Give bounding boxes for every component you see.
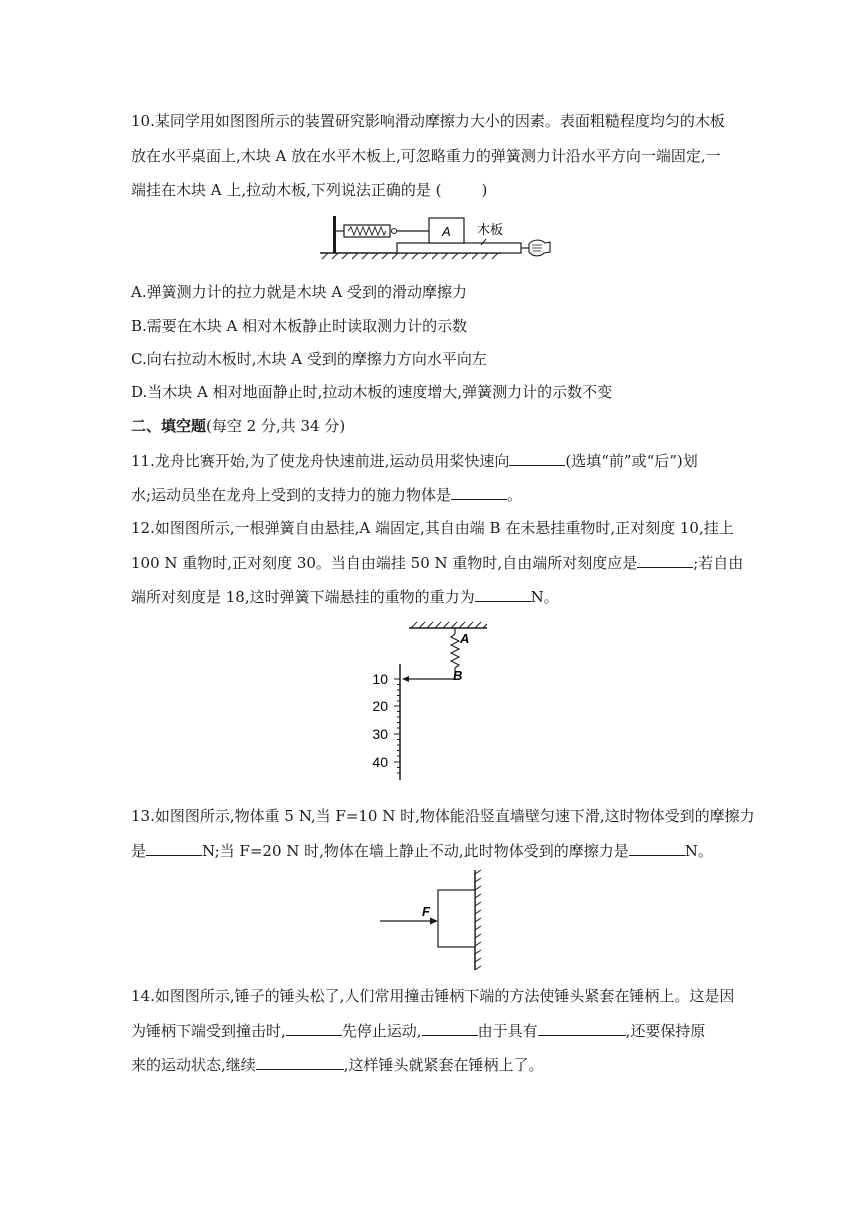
q14-line-2 — [131, 1020, 705, 1041]
answer-blank[interactable] — [509, 450, 565, 466]
tick-label: 10 — [372, 671, 388, 687]
q14-text-4: ,还要保持原 — [625, 1022, 706, 1040]
answer-blank[interactable] — [538, 1020, 626, 1036]
q12-text-3: 端所对刻度是 18,这时弹簧下端悬挂的重物的重力为 — [131, 588, 475, 606]
section-2-score-note: (每空 2 分,共 34 分) — [206, 417, 346, 435]
section-2-heading — [131, 416, 345, 436]
q11-text-4: 。 — [507, 486, 523, 504]
q11-line-1 — [131, 450, 698, 471]
table-surface — [320, 253, 502, 259]
scale-ruler — [394, 664, 400, 780]
q14-text-1: 为锤柄下端受到撞击时, — [131, 1022, 286, 1040]
tick-label: 40 — [372, 754, 388, 770]
board-label: 木板 — [477, 222, 504, 237]
q14-text-3: 由于具有 — [477, 1022, 538, 1040]
q10-option-d: D.当木块 A 相对地面静止时,拉动木板的速度增大,弹簧测力计的示数不变 — [131, 383, 613, 401]
q12-text-1: 100 N 重物时,正对刻度 30。当自由端挂 50 N 重物时,自由端所对刻度应是 — [131, 554, 638, 572]
q12-figure — [364, 618, 494, 782]
q11-line-2 — [131, 484, 522, 505]
force-label: F — [422, 904, 430, 919]
q14-text-6: ,这样锤头就紧套在锤柄上了。 — [343, 1056, 544, 1074]
wood-board — [397, 243, 521, 253]
q14-text-5: 来的运动状态,继续 — [131, 1056, 256, 1074]
q13-text-1: 是 — [131, 842, 147, 860]
q10-paren-close: ) — [481, 181, 488, 199]
end-a-label: A — [460, 631, 470, 646]
q13-figure — [376, 868, 492, 974]
answer-blank[interactable] — [451, 484, 507, 500]
q10-line-1: 10.某同学用如图图所示的装置研究影响滑动摩擦力大小的因素。表面粗糙程度均匀的木板 — [131, 112, 725, 130]
answer-blank[interactable] — [256, 1054, 344, 1070]
answer-blank[interactable] — [286, 1020, 342, 1036]
q10-line-2: 放在水平桌面上,木块 A 放在水平木板上,可忽略重力的弹簧测力计沿水平方向一端固定,一 — [131, 147, 721, 165]
q10-option-b: B.需要在木块 A 相对木板静止时读取测力计的示数 — [131, 317, 468, 335]
q13-text-2: N;当 F=20 N 时,物体在墙上静止不动,此时物体受到的摩擦力是 — [202, 842, 629, 860]
ceiling — [409, 622, 487, 628]
q12-line-1: 12.如图图所示,一根弹簧自由悬挂,A 端固定,其自由端 B 在未悬挂重物时,正对刻度 10,挂上 — [131, 519, 734, 537]
answer-blank[interactable] — [629, 840, 685, 856]
q12-line-3 — [131, 586, 559, 607]
q11-text-1: 11.龙舟比赛开始,为了使龙舟快速前进,运动员用桨快速向 — [131, 452, 510, 470]
q14-text-2: 先停止运动, — [341, 1022, 422, 1040]
q10-option-a: A.弹簧测力计的拉力就是木块 A 受到的滑动摩擦力 — [131, 283, 467, 301]
spring-scale — [336, 225, 429, 237]
vertical-wall — [475, 870, 481, 970]
answer-blank[interactable] — [422, 1020, 478, 1036]
q11-text-3: 水;运动员坐在龙舟上受到的支持力的施力物体是 — [131, 486, 452, 504]
q11-text-2: (选填“前”或“后”)划 — [565, 452, 698, 470]
answer-blank[interactable] — [146, 840, 202, 856]
wall-post — [333, 216, 336, 253]
block-a-label: A — [442, 224, 451, 239]
q12-line-2 — [131, 552, 743, 573]
q12-text-4: N。 — [530, 588, 559, 606]
answer-blank[interactable] — [475, 586, 531, 602]
object-block — [438, 890, 475, 947]
q10-line-3 — [131, 180, 487, 200]
hand-icon — [529, 240, 550, 256]
q10-figure — [320, 212, 552, 268]
q14-line-1: 14.如图图所示,锤子的锤头松了,人们常用撞击锤柄下端的方法使锤头紧套在锤柄上。这是因 — [131, 987, 735, 1005]
tick-label: 20 — [372, 698, 388, 714]
q10-stem-end: 端挂在木块 A 上,拉动木板,下列说法正确的是 ( — [131, 181, 442, 199]
q14-line-3 — [131, 1054, 544, 1075]
q12-text-2: ;若自由 — [693, 554, 744, 572]
pointer-arrow — [402, 676, 455, 682]
q13-text-3: N。 — [684, 842, 713, 860]
tick-label: 30 — [372, 726, 388, 742]
section-2-title: 二、填空题 — [131, 417, 207, 435]
q13-line-1: 13.如图图所示,物体重 5 N,当 F=10 N 时,物体能沿竖直墙壁匀速下滑,这时物体受到的摩擦力 — [131, 807, 755, 825]
q13-line-2 — [131, 840, 713, 861]
answer-blank[interactable] — [637, 552, 693, 568]
end-b-label: B — [453, 668, 463, 683]
q10-option-c: C.向右拉动木板时,木块 A 受到的摩擦力方向水平向左 — [131, 350, 487, 368]
